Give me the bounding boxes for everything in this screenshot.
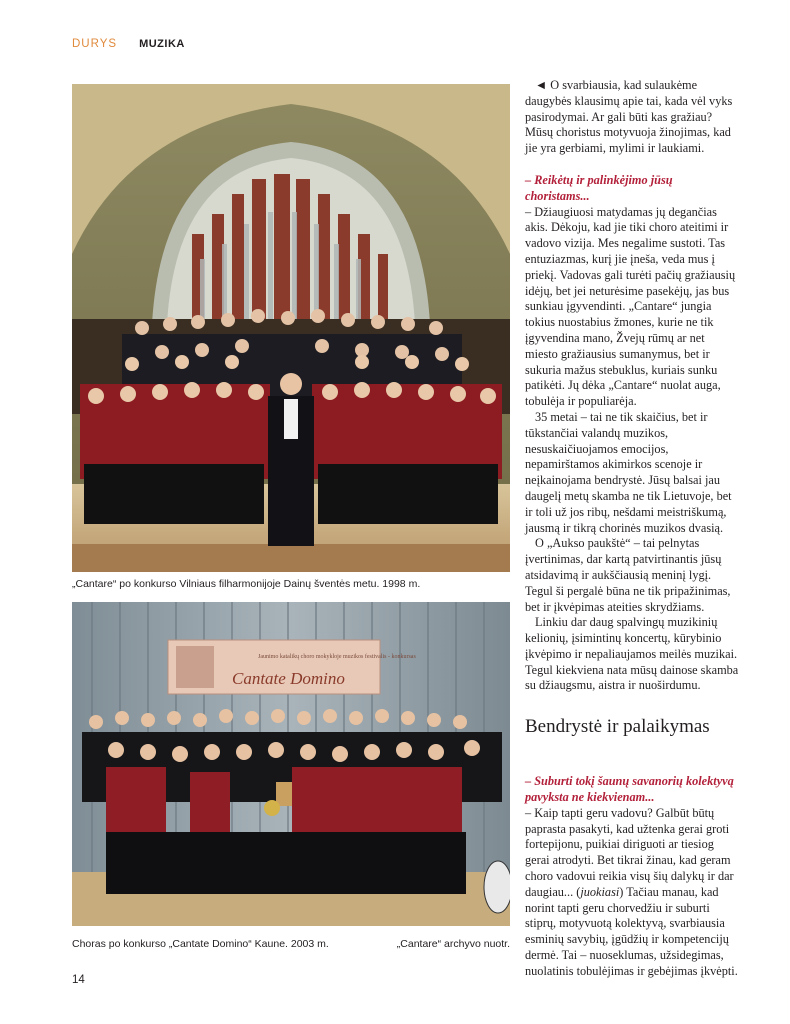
running-header [72,38,185,54]
article-paragraph: O „Aukso paukštė“ – tai pelnytas įvertinimas, dar kartą patvirtinantis jūsų atsidavimą ir aukščiausią meninį lygį. Tegul ši pergalė būna ne tik pripažinimas, bet ir įkvėpimas ateities skrydžiams. [525,536,731,614]
photo-caption-1998: „Cantare“ po konkurso Vilniaus filharmonijoje Dainų šventės metu. 1998 m. [72,578,421,590]
interview-question: – Suburti tokį šaunų savanorių kolektyvą pavyksta ne kiekvienam... [525,774,734,805]
paragraph-text: – Kaip tapti geru vadovu? Galbūt būtų paprasta pasakyti, kad užtenka gerai groti fortepijonu, puikiai diriguoti ar tiesiog gerai atrodyti. Bet tikrai žinau, kad geram choro vadovui reikia visų šių dalykų ir dar daugiau... ( [525,805,734,899]
paragraph-aside: juokiasi [580,884,620,899]
choir-photo-2003 [72,602,510,926]
article-paragraph: 35 metai – tai ne tik skaičius, bet ir tūkstančiai valandų muzikos, nesuskaičiuojamos emocijos, nepamirštamos akimirkos scenoje ir neįkainojama bendrystė. Jūsų balsai jau daugelį metų skamba ne tik Lietuvoje, bet ir toli už jos ribų, nešdami meistriškumą, jausmą ir tikrą chorinės muzikos dvasią. [525,409,732,535]
banner-small-text: Jaunimo katalikų choro mokykloje muzikos festivalis - konkursas [258,654,416,660]
banner-title: Cantate Domino [232,669,345,688]
section-label: DURYS [72,38,118,50]
article-paragraph: – Džiaugiuosi matydamas jų degančias akis. Dėkoju, kad jie tiki choro ateitimi ir vadovo vizija. Mes negalime sustoti. Tas entuziazmas, kurį jie įneša, veda mus į priekį. Vadovas gali turėti pačių gražiausių idėjų, bet jei neturėsime pasekėjų, jas bus sunkiau įgyvendinti. „Cantare“ jungia tokius nuostabius žmones, kurie ne tik įgyvendina mano, Žvejų rūmų ar net miesto gražiausius sumanymus, bet ir sukuria mažus stebuklus, kuriais sunku patikėti. Jų dėka „Cantare“ nuolat auga, tobulėja ir populiarėja. [525,204,736,409]
paragraph-text: ) Tačiau manau, kad norint tapti geru chorvedžiu ir suburti stiprų, motyvuotą kolektyvą, svarbiausia esminių savybių, įgūdžių ir kompetencijų dermė. Tai – nuoseklumas, užsidegimas, nuolatinis tobulėjimas ir gebėjimas įkvėpti. [525,884,738,978]
article-paragraph: Linkiu dar daug spalvingų muzikinių kelionių, įsimintinų koncertų, kūrybinio įkvėpimo ir nepaliaujamos meilės muzikai. Tegul kiekviena nata mūsų dainose skamba su džiaugsmu, aistra ir nuoširdumu. [525,615,739,693]
photo-credit: „Cantare“ archyvo nuotr. [396,938,510,950]
topic-label: MUZIKA [139,38,185,50]
article-paragraph [525,806,740,980]
choir-photo-1998 [72,84,510,572]
photo-caption-2003: Choras po konkurso „Cantate Domino“ Kaune. 2003 m. [72,938,329,950]
section-heading: Bendrystė ir palaikymas [525,716,710,738]
article-column [525,78,740,980]
interview-question: – Reikėtų ir palinkėjimo jūsų choristams... [525,172,673,203]
page-number: 14 [72,974,85,986]
article-paragraph: ◄ O svarbiausia, kad sulaukėme daugybės klausimų apie tai, kada vėl vyks pasirodymai. Ar gali būti kas gražiau? Mūsų choristus motyvuoja žinojimas, kad jie yra gerbiami, mylimi ir laukiami. [525,78,733,156]
